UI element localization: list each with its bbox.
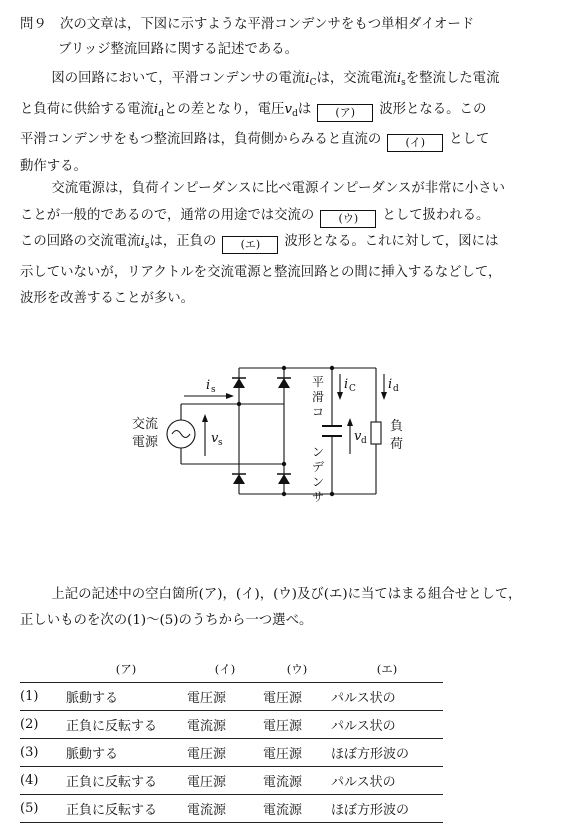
header-cell: (ア) (115, 662, 137, 676)
p2-text-a: 交流電源は，負荷インピーダンスに比べ電源インピーダンスが非常に小さい (51, 181, 506, 196)
answer-choices-table (20, 656, 443, 823)
table-header-row (20, 656, 443, 683)
p2-text-b: ことが一般的であるので，通常の用途では交流の (20, 207, 315, 223)
header-cell: (エ) (376, 662, 398, 676)
blank-e-box: (エ) (222, 236, 278, 254)
id-sub: d (393, 384, 399, 394)
p2-text-h: 波形を改善することが多い。 (20, 291, 195, 306)
blank-a-box: (ア) (317, 104, 373, 122)
p1-text-d: と負荷に供給する電流 (20, 101, 154, 117)
choice-cell: パルス状の (331, 683, 443, 711)
p1-text-e: との差となり，電圧 (163, 101, 285, 117)
p1-var-ic: i (305, 71, 310, 86)
blank-u-box: (ウ) (320, 210, 376, 228)
cap-label-char-5: デ (312, 460, 325, 474)
cap-label-char-4: ン (312, 445, 325, 459)
cap-label-char-3: コ (312, 405, 325, 419)
cap-label-char-1: 平 (312, 375, 325, 389)
choice-number: (1) (20, 683, 60, 711)
ac-source-wave-icon (172, 431, 190, 438)
question-intro (20, 12, 550, 62)
source-label-2: 電源 (132, 435, 159, 450)
diode-1-icon (232, 378, 246, 388)
choice-cell: 正負に反転する (60, 711, 187, 739)
paragraph-2 (20, 176, 542, 313)
ic-sub: C (349, 384, 356, 394)
choice-number: (5) (20, 795, 60, 823)
choice-number: (3) (20, 739, 60, 767)
choice-cell: 脈動する (60, 683, 187, 711)
closing-instruction (20, 582, 550, 634)
load-label-2: 荷 (390, 437, 404, 452)
choice-cell: パルス状の (331, 767, 443, 795)
intro-line-2: ブリッジ整流回路に関する記述である。 (58, 42, 298, 57)
intro-line-1: 次の文章は，下図に示すような平滑コンデンサをもつ単相ダイオード (60, 17, 475, 32)
p1-var-vd: v (284, 101, 293, 117)
table-row (20, 683, 443, 711)
choice-cell: 電圧源 (187, 683, 263, 711)
id-label: i (388, 377, 393, 392)
choice-number: (4) (20, 767, 60, 795)
source-label-1: 交流 (132, 417, 159, 432)
cap-label-char-6: ン (312, 475, 325, 489)
cap-label-char-2: 滑 (312, 390, 325, 404)
closing-line-1: 上記の記述中の空白箇所(ア)，(イ)，(ウ)及び(エ)に当てはまる組合せとして， (51, 587, 522, 602)
diode-4-icon (277, 474, 291, 484)
p1-text-h: 平滑コンデンサをもつ整流回路は，負荷側からみると直流の (20, 132, 382, 147)
p1-sub-id: d (158, 108, 164, 119)
choice-cell: パルス状の (331, 711, 443, 739)
choice-cell: 電流源 (187, 711, 263, 739)
choice-cell: 脈動する (60, 739, 187, 767)
p1-text-c: を整流した電流 (405, 71, 500, 86)
choice-cell: 電流源 (263, 795, 331, 823)
ic-label: i (344, 377, 349, 392)
table-row (20, 795, 443, 823)
choice-cell: 正負に反転する (60, 795, 187, 823)
choice-cell: 電流源 (263, 767, 331, 795)
choice-cell: 電圧源 (263, 683, 331, 711)
p2-var-is: i (140, 234, 145, 249)
p1-sub-ic: C (309, 78, 317, 88)
is-label: i (206, 378, 211, 393)
choice-cell: ほぼ方形波の (331, 795, 443, 823)
choice-cell: 電圧源 (263, 711, 331, 739)
p2-text-e: は，正負の (149, 234, 217, 249)
diode-3-icon (232, 474, 246, 484)
p1-sub-vd: d (292, 108, 298, 119)
paragraph-1 (20, 66, 542, 180)
vs-label: v (211, 431, 219, 446)
header-cell (20, 656, 60, 683)
table-row (20, 767, 443, 795)
vd-sub: d (361, 436, 367, 446)
p1-text-f: は (297, 101, 312, 117)
table-row (20, 711, 443, 739)
p2-sub-is: s (144, 241, 150, 251)
question-number: 問９ (20, 17, 47, 32)
choice-cell: 電圧源 (187, 767, 263, 795)
p1-var-id: i (153, 101, 159, 117)
p1-text-g: 波形となる。この (379, 101, 487, 117)
choice-number: (2) (20, 711, 60, 739)
load-label-1: 負 (390, 419, 404, 434)
cap-label-char-7: サ (312, 490, 325, 504)
choice-cell: ほぼ方形波の (331, 739, 443, 767)
header-cell: (イ) (214, 662, 236, 676)
rectifier-circuit-diagram (118, 348, 418, 508)
p1-text-b: は，交流電流 (316, 71, 397, 86)
header-cell: (ウ) (286, 662, 308, 676)
p2-text-c: として扱われる。 (382, 207, 490, 223)
choice-cell: 電圧源 (187, 739, 263, 767)
p2-text-f: 波形となる。これに対して，図には (284, 234, 499, 249)
table-row (20, 739, 443, 767)
blank-i-box: (イ) (387, 134, 443, 152)
is-sub: s (211, 385, 216, 395)
diode-2-icon (277, 378, 291, 388)
p2-text-g: 示していないが，リアクトルを交流電源と整流回路との間に挿入するなどして， (20, 264, 502, 280)
p1-text-k: 動作する。 (20, 158, 87, 174)
vs-sub: s (218, 438, 223, 448)
choice-cell: 電圧源 (263, 739, 331, 767)
p1-text-a: 図の回路において，平滑コンデンサの電流 (51, 71, 306, 86)
p1-text-j: として (449, 132, 490, 147)
vd-label: v (354, 429, 362, 444)
closing-line-2: 正しいものを次の(1)～(5)のうちから一つ選べ。 (20, 613, 313, 628)
p2-text-d: この回路の交流電流 (20, 234, 141, 249)
choice-cell: 電流源 (187, 795, 263, 823)
p1-sub-is: s (401, 78, 406, 88)
choice-cell: 正負に反転する (60, 767, 187, 795)
load-resistor (371, 422, 381, 444)
p1-var-is: i (396, 71, 402, 86)
